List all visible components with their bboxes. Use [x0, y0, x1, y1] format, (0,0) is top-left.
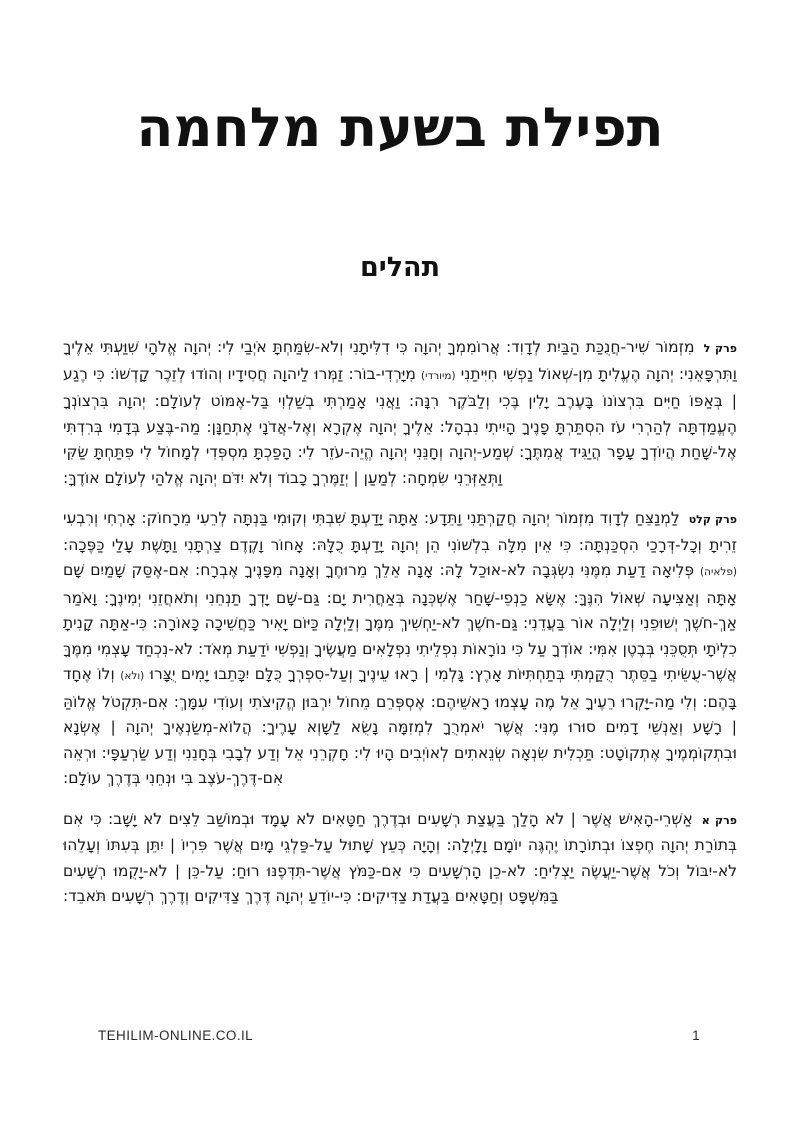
- psalm-text: מִזְמוֹר שִׁיר-חֲנֻכַּת הַבַּיִת לְדָוִד: אֲרוֹמִמְךָ יְהוָה כִּי דִלִּיתָנִי וְלֹא-שִׂמַּחְתָּ אֹיְבַי לִי: יְהוָה אֱלֹהָי שִׁוַּעְתִּי אֵלֶיךָ וַתִּרְפָּאֵנִי: יְהוָה הֶעֱלִיתָ מִן-שְׁאוֹל נַפְשִׁי חִיִּיתַנִי (מיורדי) מִיָּרְדִי-בוֹר: זַמְּרוּ לַיהוָה חֲסִידָיו וְהוֹדוּ לְזֵכֶר קָדְשׁוֹ: כִּי רֶגַע | בְּאַפּוֹ חַיִּים בִּרְצוֹנוֹ בָּעֶרֶב יָלִין בֶּכִי וְלַבֹּקֶר רִנָּה: וַאֲנִי אָמַרְתִּי בְשַׁלְוִי בַּל-אֶמּוֹט לְעוֹלָם: יְהוָה בִּרְצוֹנְךָ הֶעֱמַדְתָּה לְהַרְרִי עֹז הִסְתַּרְתָּ פָנֶיךָ הָיִיתִי נִבְהָל: אֵלֶיךָ יְהוָה אֶקְרָא וְאֶל-אֲדֹנָי אֶתְחַנָּן: מַה-בֶּצַע בְּדָמִי בְּרִדְתִּי אֶל-שָׁחַת הֲיוֹדְךָ עָפָר הֲיַגִּיד אֲמִתֶּךָ: שְׁמַע-יְהוָה וְחָנֵּנִי יְהוָה הֱיֵה-עֹזֵר לִי: הָפַכְתָּ מִסְפְּדִי לְמָחוֹל לִי פִּתַּחְתָּ שַׂקִּי וַתְּאַזְּרֵנִי שִׂמְחָה: לְמַעַן | יְזַמֶּרְךָ כָבוֹד וְלֹא יִדֹּם יְהוָה אֱלֹהַי לְעוֹלָם אוֹדֶךָּ:: [63, 338, 738, 487]
- chapter-label: פרק ל: [703, 342, 737, 356]
- chapter-label: פרק קלט: [688, 513, 737, 527]
- chapter-label: פרק א: [701, 813, 738, 827]
- psalm-paragraph-139: [63, 506, 737, 792]
- page-footer: [0, 1028, 800, 1043]
- psalm-paragraph-1: [63, 807, 737, 910]
- footer-site-name: TEHILIM-ONLINE.CO.IL: [98, 1028, 254, 1043]
- psalm-paragraph-30: [63, 335, 737, 491]
- page-number: 1: [692, 1028, 700, 1043]
- psalm-text: אַשְׁרֵי-הָאִישׁ אֲשֶׁר | לֹא הָלַךְ בַּעֲצַת רְשָׁעִים וּבְדֶרֶךְ חַטָּאִים לֹא עָמָד וּבְמוֹשַׁב לֵצִים לֹא יָשָׁב: כִּי אִם בְּתוֹרַת יְהוָה חֶפְצוֹ וּבְתוֹרָתוֹ יֶהְגֶּה יוֹמָם וָלָיְלָה: וְהָיָה כְּעֵץ שָׁתוּל עַל-פַּלְגֵי מָיִם אֲשֶׁר פִּרְיוֹ | יִתֵּן בְּעִתּוֹ וְעָלֵהוּ לֹא-יִבּוֹל וְכֹל אֲשֶׁר-יַעֲשֶׂה יַצְלִיחַ: לֹא-כֵן הָרְשָׁעִים כִּי אִם-כַּמֹּץ אֲשֶׁר-תִּדְּפֶנּוּ רוּחַ: עַל-כֵּן | לֹא-יָקֻמוּ רְשָׁעִים בַּמִּשְׁפָּט וְחַטָּאִים בַּעֲדַת צַדִּיקִים: כִּי-יוֹדֵעַ יְהוָה דֶּרֶךְ צַדִּיקִים וְדֶרֶךְ רְשָׁעִים תֹּאבֵד:: [63, 809, 737, 906]
- psalms-body: [63, 335, 737, 910]
- page-title: תפילת בשעת מלחמה: [136, 96, 664, 159]
- section-heading: תהלים: [359, 252, 441, 284]
- psalm-text: לַמְנַצֵּחַ לְדָוִד מִזְמוֹר יְהוָה חֲקַרְתַּנִי וַתֵּדָע: אַתָּה יָדַעְתָּ שִׁבְתִּי וְקוּמִי בַּנְתָּה לְרֵעִי מֵרָחוֹק: אָרְחִי וְרִבְעִי זֵרִיתָ וְכָל-דְּרָכַי הִסְכַּנְתָּה: כִּי אֵין מִלָּה בִלְשׁוֹנִי הֵן יְהוָה יָדַעְתָּ כֻלָּהּ: אָחוֹר וָקֶדֶם צַרְתָּנִי וַתָּשֶׁת עָלַי כַּפֶּכָה: (פלאיה) פְּלִיאָה דַעַת מִמֶּנִּי נִשְׂגְּבָה לֹא-אוּכַל לָהּ: אָנָה אֵלֵךְ מֵרוּחֶךָ וְאָנָה מִפָּנֶיךָ אֶבְרָח: אִם-אֶסַּק שָׁמַיִם שָׁם אָתָּה וְאַצִּיעָה שְּׁאוֹל הִנֶּךָּ: אֶשָּׂא כַנְפֵי-שָׁחַר אֶשְׁכְּנָה בְּאַחֲרִית יָם: גַּם-שָׁם יָדְךָ תַנְחֵנִי וְתֹאחֲזֵנִי יְמִינֶךָ: וָאֹמַר אַךְ-חֹשֶׁךְ יְשׁוּפֵנִי וְלַיְלָה אוֹר בַּעֲדֵנִי: גַּם-חֹשֶׁךְ לֹא-יַחְשִׁיךְ מִמֶּךָ וְלַיְלָה כַּיּוֹם יָאִיר כַּחֲשֵׁיכָה כָּאוֹרָה: כִּי-אַתָּה קָנִיתָ כִלְיֹתָי תְּסֻכֵּנִי בְּבֶטֶן אִמִּי: אוֹדְךָ עַל כִּי נוֹרָאוֹת נִפְלֵיתִי נִפְלָאִים מַעֲשֶׂיךָ וְנַפְשִׁי יֹדַעַת מְאֹד: לֹא-נִכְחַד עָצְמִי מִמֶּךָּ אֲשֶׁר-עֻשֵּׂיתִי בַסֵּתֶר רֻקַּמְתִּי בְּתַחְתִּיּוֹת אָרֶץ: גָּלְמִי | רָאוּ עֵינֶיךָ וְעַל-סִפְרְךָ כֻּלָּם יִכָּתֵבוּ יָמִים יֻצָּרוּ (ולא) וְלוֹ אֶחָד בָּהֶם: וְלִי מַה-יָּקְרוּ רֵעֶיךָ אֵל מֶה עָצְמוּ רָאשֵׁיהֶם: אֶסְפְּרֵם מֵחוֹל יִרְבּוּן הֱקִיצֹתִי וְעוֹדִי עִמָּךְ: אִם-תִּקְטֹל אֱלוֹהַּ | רָשָׁע וְאַנְשֵׁי דָמִים סוּרוּ מֶנִּי: אֲשֶׁר יֹאמְרֻךָ לִמְזִמָּה נָשֻׂא לַשָּׁוְא עָרֶיךָ: הֲלוֹא-מְשַׂנְאֶיךָ יְהוָה | אֶשְׂנָא וּבִתְקוֹמְמֶיךָ אֶתְקוֹטָט: תַּכְלִית שִׂנְאָה שְׂנֵאתִים לְאוֹיְבִים הָיוּ לִי: חָקְרֵנִי אֵל וְדַע לְבָבִי בְּחָנֵנִי וְדַע שַׂרְעַפָּי: וּרְאֵה אִם-דֶּרֶךְ-עֹצֶב בִּי וּנְחֵנִי בְּדֶרֶךְ עוֹלָם:: [63, 509, 737, 788]
